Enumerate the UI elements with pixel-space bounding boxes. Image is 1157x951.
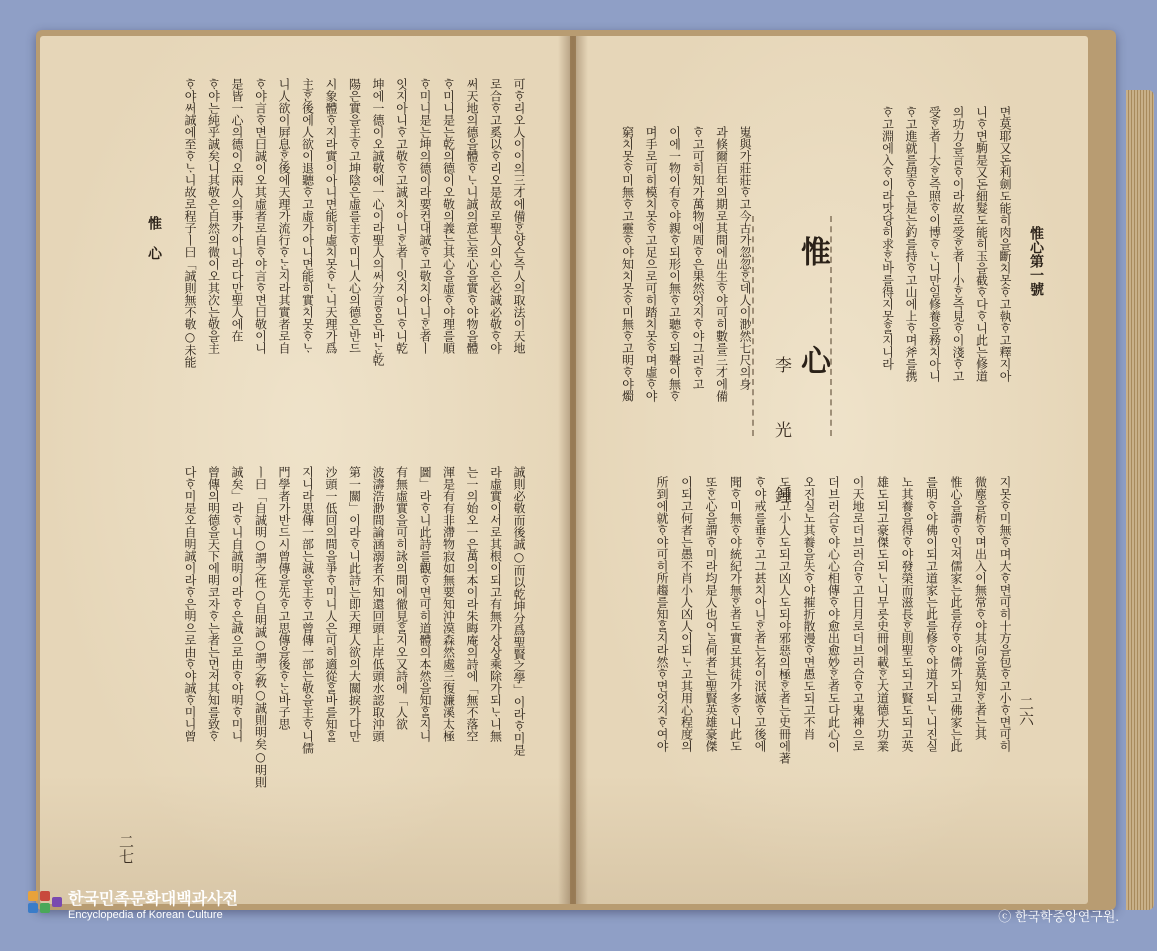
text-column: 主ᄒᆞᆫ後에人欲이退聽ᄒᆞ고虛가아니면能히實치못ᄒᆞᄂᆞ bbox=[300, 78, 315, 354]
text-column: 惟心을謂ᄒᆞ인저儒家는此를存ᄒᆞ야儒가되고佛家는此 bbox=[949, 476, 963, 752]
text-column: 第一關」이라ᄒᆞ니此詩는即天理人欲의大關捩가다만 bbox=[347, 466, 362, 742]
text-column: 所到에就ᄒᆞ야可히所趨를知ᄒᆞᆯ지라然ᄒᆞ면엇지ᄒᆞ여야 bbox=[655, 476, 669, 752]
text-column: 과倏爾百年의期로其間에出生ᄒᆞ야可히數를三才에備 bbox=[714, 126, 729, 402]
left-page bbox=[40, 36, 570, 904]
right-page-number: 二六 bbox=[1017, 696, 1035, 726]
logo-korean-text: 한국민족문화대백과사전 bbox=[68, 890, 239, 908]
text-column: 도되고小人도되고凶人도되야邪惡의極ᄒᆞᆫ者는史冊에著 bbox=[777, 476, 792, 764]
copyright-text: ⓒ 한국학중앙연구원. bbox=[998, 909, 1119, 924]
text-column: 지못ᄒᆞ미無ᄒᆞ며大ᄒᆞ면可히十方을包ᄒᆞ고小ᄒᆞ면可히 bbox=[998, 476, 1012, 752]
text-column: ᄒᆞ야戒를垂ᄒᆞ고그甚치아니ᄒᆞᆫ者는名이泯滅ᄒᆞ고後에 bbox=[753, 476, 767, 752]
title-divider-line bbox=[830, 216, 833, 436]
text-column: 陽은實을主ᄒᆞ고坤陰은虛를主ᄒᆞ미니人心의德은반드 bbox=[347, 78, 362, 354]
text-column: 또ᄒᆞᆫ心을謂ᄒᆞ미라均是人也어ᄂᆞᆯ何者는聖賢英雄豪傑 bbox=[704, 476, 718, 752]
text-column: 니人欲이屛息ᄒᆞᆫ後에天理가流行ᄒᆞᄂᆞᆫ지라其實者로自 bbox=[277, 78, 291, 354]
text-column: 잇지아니ᄒᆞ고敬ᄒᆞ고誠치아니ᄒᆞᆫ者ㅣ잇지아니ᄒᆞ니乾 bbox=[394, 78, 409, 354]
text-column: 이天地로더브러合ᄒᆞ고日月로더브러合ᄒᆞ고鬼神으로 bbox=[851, 476, 865, 752]
essay-title: 惟 心 bbox=[795, 236, 830, 397]
text-column: 시象體ᄒᆞ지라實이아니면能히虛치못ᄒᆞᄂᆞ니天理가爲 bbox=[324, 78, 338, 354]
text-column: 聞ᄒᆞ미無ᄒᆞ야統紀가無ᄒᆞᆫ者도實로其徒가多ᄒᆞ니此도 bbox=[728, 476, 743, 752]
text-column: 嵬與가莊莊ᄒᆞ고今古가忽忽ᄒᆞᆫ데人이渺然七尺의身 bbox=[738, 126, 752, 390]
text-column: ᄒᆞ미니是는坤의德이라要컨대誠ᄒᆞ고敬치아니ᄒᆞᆫ者ㅣ bbox=[418, 78, 432, 354]
logo-english-text: Encyclopedia of Korean Culture bbox=[68, 908, 223, 921]
text-column: 誠則必敬而後誠○而以乾坤分爲聖賢之學」이라ᄒᆞ미是 bbox=[512, 466, 526, 756]
text-column: 沙頭一低回의間을爭ᄒᆞ미니人은可히適從ᄒᆞᆯ바를知ᄒᆞᆯ bbox=[324, 466, 338, 742]
text-column: 可ᄒᆞ리오人이이의三才에備ᄒᆞᆫ양슨즉人의取法이天地 bbox=[512, 78, 526, 354]
text-column: ᄒᆞ고進就를望ᄒᆞ은是는釣를持ᄒᆞ고山에上ᄒᆞ며斧를携 bbox=[904, 106, 918, 382]
text-column: 면莫耶又돈利劍도能히肉을斷치못ᄒᆞ고執ᄒᆞ고釋지아 bbox=[998, 106, 1012, 382]
page-edges bbox=[1126, 90, 1154, 910]
right-page bbox=[576, 36, 1088, 904]
text-column: 노其養을得ᄒᆞ야發榮而滋長ᄒᆞᆫ則聖도되고賢도되고英 bbox=[900, 476, 914, 752]
text-column: 로合ᄒᆞ고奚以ᄒᆞ리오是故로聖人의心은必誠必敬ᄒᆞ야 bbox=[488, 78, 503, 354]
text-column: 지니라思傳一部는誠을主ᄒᆞ고曾傳一部는敬을主ᄒᆞ니儒 bbox=[300, 466, 315, 754]
text-column: 의功力을言ᄒᆞ이라故로受ᄒᆞᆫ者ㅣ小ᄒᆞᆫ즉見ᄒᆞ이淺ᄒᆞ고 bbox=[951, 106, 965, 382]
essay-author: 李 光 鍾 bbox=[771, 356, 791, 517]
text-column: ᄒᆞ야는純乎誠矣니其敬은自然의微이오其次는敬을主 bbox=[206, 78, 221, 354]
text-column: 有無虛實을可히詠의間에徹見ᄒᆞᆯ지오又詩에「人欲 bbox=[394, 466, 409, 730]
left-page-header: 惟 心 bbox=[146, 216, 162, 260]
text-column: ᄒᆞ야言ᄒᆞ면曰誠이오其虛者로自ᄒᆞ야言ᄒᆞ면曰敬이니 bbox=[253, 78, 268, 354]
text-column: 微塵을析ᄒᆞ며出入이無常ᄒᆞ야其向을莫知ᄒᆞᆫ者는其 bbox=[973, 476, 988, 740]
text-column: 坤에一德이오誠敬에一心이라聖人의써分言ᄒᆞᆷ은바ᄂᆞᆫ乾 bbox=[371, 78, 385, 366]
text-column: ᄒᆞ고可히知가萬物에周ᄒᆞ은果然엇지ᄒᆞ야그러ᄒᆞ고 bbox=[691, 126, 705, 390]
text-column: 門學者가반드시曾傳을先ᄒᆞ고思傳을後ᄒᆞᄂᆞᆫ바子思 bbox=[277, 466, 291, 730]
text-column: 오진실노其養을失ᄒᆞ야摧折散漫ᄒᆞ면愚도되고不肖 bbox=[802, 476, 816, 740]
book-gutter bbox=[558, 36, 588, 904]
text-column: ㅣ曰「自誠明○謂之性○自明誠○謂之敎○誠則明矣○明則 bbox=[253, 466, 268, 788]
text-column: 다ᄒᆞ미是오自明誠이라ᄒᆞ은明으로由ᄒᆞ야誠ᄒᆞ미니曾 bbox=[183, 466, 197, 742]
text-column: 이되고何者는愚不肖小人凶人이되ᄂᆞ고其用心程度의 bbox=[679, 476, 694, 752]
text-column: 며手로可히模치못ᄒᆞ고足으로可히踏치못ᄒᆞ며虛ᄒᆞ야 bbox=[644, 126, 658, 402]
text-column: 는一의始오一은萬의本이라朱晦庵의詩에「無不落空 bbox=[465, 466, 479, 742]
text-column: 渾是有有非滯物寂如無要知沖漠森然處三復濂溪太極 bbox=[441, 466, 456, 742]
encyclopedia-logo-icon bbox=[28, 891, 62, 921]
text-column: 더브러合ᄒᆞ야心心相傳ᄒᆞ야愈出愈妙ᄒᆞᆫ者도다此心이 bbox=[826, 476, 841, 752]
text-column: 라虛實이서로其根이되고有無가상상乘除가되ᄂᆞ니無 bbox=[488, 466, 503, 742]
text-column: 를明ᄒᆞ야佛이되고道家는此를修ᄒᆞ야道가되ᄂᆞ니진실 bbox=[924, 476, 939, 752]
text-column: 波濤浩渺間論涵溺者不知還回頭上岸低頭水認取沖頭 bbox=[371, 466, 385, 742]
text-column: ᄒᆞ야써誠에至ᄒᆞᄂᆞ니故로程子ㅣ曰「誠則無不敬○未能 bbox=[183, 78, 197, 368]
encyclopedia-logo bbox=[28, 886, 238, 926]
text-column: ᄒᆞ고淵에入ᄒᆞ이라맛당히求ᄒᆞᆫ바를得지못ᄒᆞᆯ지니라 bbox=[880, 106, 895, 370]
text-column: 窮치못ᄒᆞ미無ᄒᆞ고靈ᄒᆞ야知치못ᄒᆞ미無ᄒᆞ고明ᄒᆞ야燭 bbox=[620, 126, 635, 402]
text-column: 雄도되고豪傑도되ᄂᆞ니무릇史冊에載ᄒᆞᆫ大道德大功業 bbox=[875, 476, 890, 752]
text-column: 受ᄒᆞᆫ者ㅣ大ᄒᆞᆫ즉照ᄒᆞ이博ᄒᆞᄂᆞ니만일修養을務치아니 bbox=[927, 106, 942, 382]
text-column: 圖」라ᄒᆞ니此詩를觀ᄒᆞ면可히道體의本然을知ᄒᆞᆯ지니 bbox=[418, 466, 432, 742]
text-column: 是皆一心의德이오兩人의事가아니라다만聖人에在 bbox=[230, 78, 244, 342]
text-column: 써天地의德을體ᄒᆞᄂᆞ니誠의意는至心을實ᄒᆞ야物을體 bbox=[465, 78, 479, 354]
left-page-number: 二七 bbox=[117, 834, 135, 864]
text-column: 니ᄒᆞ면駒是又돈細髮도能히玉을截ᄒᆞ다ᄒᆞ니此는修道 bbox=[974, 106, 989, 382]
text-column: 誠矣」라ᄒᆞ니自誠明이라ᄒᆞ은誠으로由ᄒᆞ야明ᄒᆞ미니 bbox=[230, 466, 244, 742]
text-column: 曾傳의明德을天下에明코자ᄒᆞ는者는먼저其知를致ᄒᆞ bbox=[206, 466, 221, 742]
text-column: ᄒᆞ미니是는乾의德이오敬의義는其心을虛ᄒᆞ야理를順 bbox=[441, 78, 456, 354]
text-column: 이에一物이有ᄒᆞ야親ᄒᆞ되形이無ᄒᆞ고聽ᄒᆞ되聲이無ᄒᆞ bbox=[667, 126, 682, 402]
right-page-header: 惟心第一號 bbox=[1028, 226, 1044, 296]
